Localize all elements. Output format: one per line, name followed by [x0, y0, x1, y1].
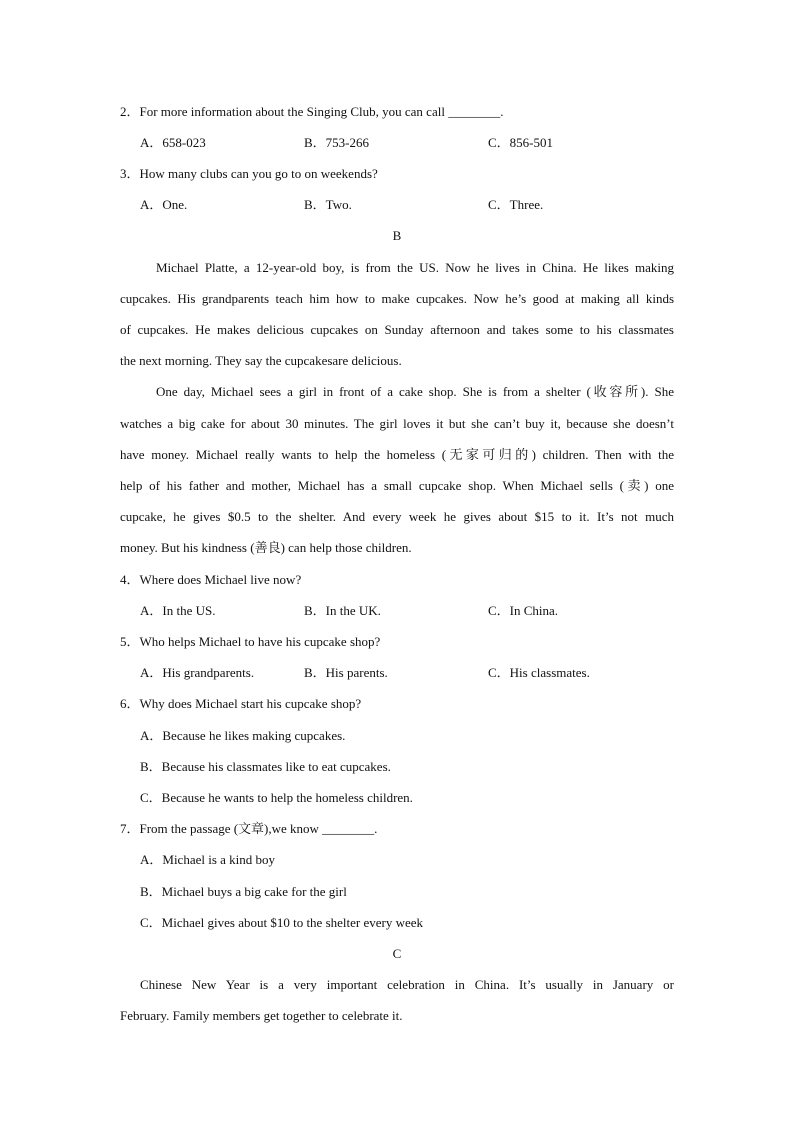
question-6-option-b: B．Because his classmates like to eat cupcakes. [140, 759, 391, 774]
question-3-option-a: A．One. [140, 197, 188, 212]
question-5-option-c: C．His classmates. [488, 665, 590, 680]
question-7-option-b: B．Michael buys a big cake for the girl [140, 884, 347, 899]
passage-c-line: Chinese New Year is a very important celebration in China. It’s usually in January or [140, 977, 674, 992]
question-2-stem: 2．For more information about the Singing Club, you can call ________. [120, 104, 504, 119]
question-6-option-c: C．Because he wants to help the homeless children. [140, 790, 413, 805]
question-2-option-a: A．658-023 [140, 135, 206, 150]
passage-b-line: of cupcakes. He makes delicious cupcakes on Sunday afternoon and takes some to his classmates [120, 322, 674, 337]
question-4-stem: 4．Where does Michael live now? [120, 572, 302, 587]
question-3-option-b: B．Two. [304, 197, 352, 212]
section-b-heading: B [392, 228, 402, 243]
passage-b-line: the next morning. They say the cupcakesare delicious. [120, 353, 402, 368]
question-4-option-a: A．In the US. [140, 603, 216, 618]
question-7-stem: 7．From the passage (文章),we know ________. [120, 821, 378, 836]
passage-b-line: Michael Platte, a 12-year-old boy, is from the US. Now he lives in China. He likes making [156, 260, 674, 275]
question-7-option-a: A．Michael is a kind boy [140, 852, 276, 867]
passage-b-line: have money. Michael really wants to help the homeless (无家可归的) children. Then with the [120, 447, 674, 462]
question-2-option-b: B．753-266 [304, 135, 370, 150]
section-c-heading: C [392, 946, 402, 961]
passage-b-line: watches a big cake for about 30 minutes. The girl loves it but she can’t buy it, because she doesn’t [120, 416, 674, 431]
passage-c-line: February. Family members get together to celebrate it. [120, 1008, 403, 1023]
passage-b-line: money. But his kindness (善良) can help those children. [120, 540, 412, 555]
question-6-option-a: A．Because he likes making cupcakes. [140, 728, 346, 743]
question-5-option-b: B．His parents. [304, 665, 388, 680]
question-4-option-b: B．In the UK. [304, 603, 381, 618]
question-3-option-c: C．Three. [488, 197, 544, 212]
question-5-stem: 5．Who helps Michael to have his cupcake shop? [120, 634, 381, 649]
question-6-stem: 6．Why does Michael start his cupcake shop? [120, 696, 362, 711]
question-5-option-a: A．His grandparents. [140, 665, 255, 680]
question-2-option-c: C．856-501 [488, 135, 554, 150]
passage-b-line: cupcakes. His grandparents teach him how to make cupcakes. Now he’s good at making all kinds [120, 291, 674, 306]
question-7-option-c: C．Michael gives about $10 to the shelter every week [140, 915, 424, 930]
question-3-stem: 3．How many clubs can you go to on weekends? [120, 166, 378, 181]
question-4-option-c: C．In China. [488, 603, 559, 618]
passage-b-line: One day, Michael sees a girl in front of a cake shop. She is from a shelter (收容所). She [156, 384, 674, 399]
passage-b-line: cupcake, he gives $0.5 to the shelter. And every week he gives about $15 to it. It’s not much [120, 509, 674, 524]
passage-b-line: help of his father and mother, Michael has a small cupcake shop. When Michael sells (卖) one [120, 478, 674, 493]
